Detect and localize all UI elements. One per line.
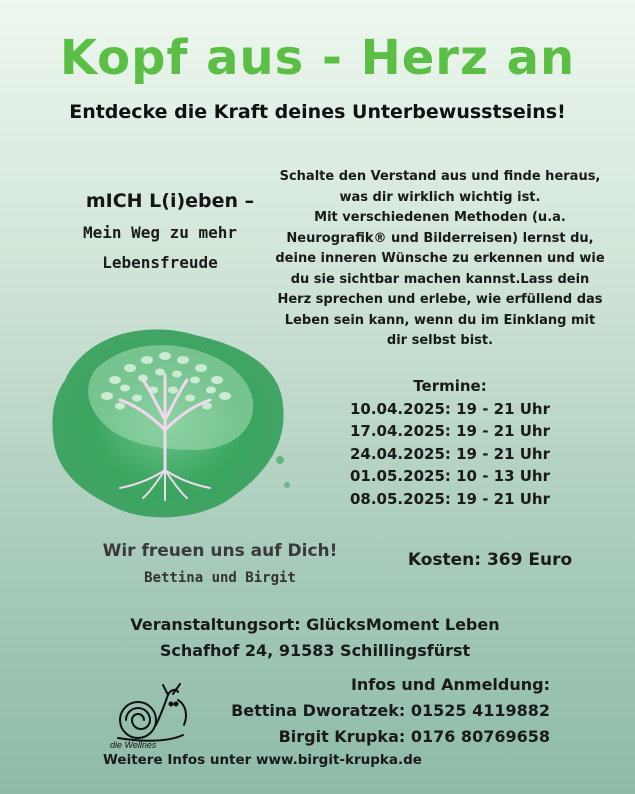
schedule-label: Termine:: [413, 377, 487, 395]
schedule-block: [330, 375, 570, 510]
schedule-date: 01.05.2025: 10 - 13 Uhr: [349, 467, 550, 485]
description-line: Mit verschiedenen Methoden (u.a.: [314, 210, 566, 225]
schedule-date: 24.04.2025: 19 - 21 Uhr: [349, 444, 550, 463]
intro-tagline-line2: Lebensfreude: [102, 253, 218, 272]
description-text: [265, 167, 615, 352]
contact-heading: Infos und Anmeldung:: [350, 675, 550, 694]
greeting-names: Bettina und Birgit: [144, 570, 296, 586]
description-line: Neurografik® und Bilderreisen) lernst du,: [286, 230, 594, 246]
venue-line1: Veranstaltungsort: GlücksMoment Leben: [130, 615, 500, 634]
description-line: deine inneren Wünsche zu erkennen und wie: [275, 251, 605, 266]
venue-line2: Schafhof 24, 91583 Schillingsfürst: [159, 641, 471, 660]
snail-logo-icon: [108, 680, 208, 750]
poster-title: Kopf aus - Herz an: [59, 30, 576, 86]
description-line: Herz sprechen und erlebe, wie erfüllend das: [277, 292, 603, 307]
description-line: du sie sichtbar machen kannst.Lass dein: [290, 271, 590, 287]
tree-of-life-icon: [25, 310, 310, 540]
intro-tagline: [40, 218, 280, 278]
contact-block: [220, 672, 550, 750]
description-line: Schalte den Verstand aus und finde heraus,: [279, 169, 601, 184]
description-line: dir selbst bist.: [386, 333, 494, 348]
contact-person2: Birgit Krupka: 0176 80769658: [278, 727, 550, 746]
schedule-date: 10.04.2025: 19 - 21 Uhr: [349, 399, 550, 418]
intro-tagline-line1: Mein Weg zu mehr: [82, 223, 238, 242]
contact-person1: Bettina Dworatzek: 01525 4119882: [231, 701, 550, 720]
greeting-text: Wir freuen uns auf Dich!: [102, 541, 338, 561]
footer-text: Weitere Infos unter www.birgit-krupka.de: [103, 752, 422, 768]
price-text: Kosten: 369 Euro: [407, 550, 573, 570]
schedule-date: 08.05.2025: 19 - 21 Uhr: [349, 489, 550, 508]
schedule-date: 17.04.2025: 19 - 21 Uhr: [349, 422, 550, 440]
logo-text: die Wellnes: [110, 740, 157, 750]
description-line: was dir wirklich wichtig ist.: [339, 189, 541, 205]
poster-subtitle: Entdecke die Kraft deines Unterbewusstseins!: [69, 101, 566, 123]
description-line: Leben sein kann, wenn du im Einklang mit: [284, 312, 596, 328]
intro-heading: mICH L(i)eben –: [85, 190, 255, 212]
